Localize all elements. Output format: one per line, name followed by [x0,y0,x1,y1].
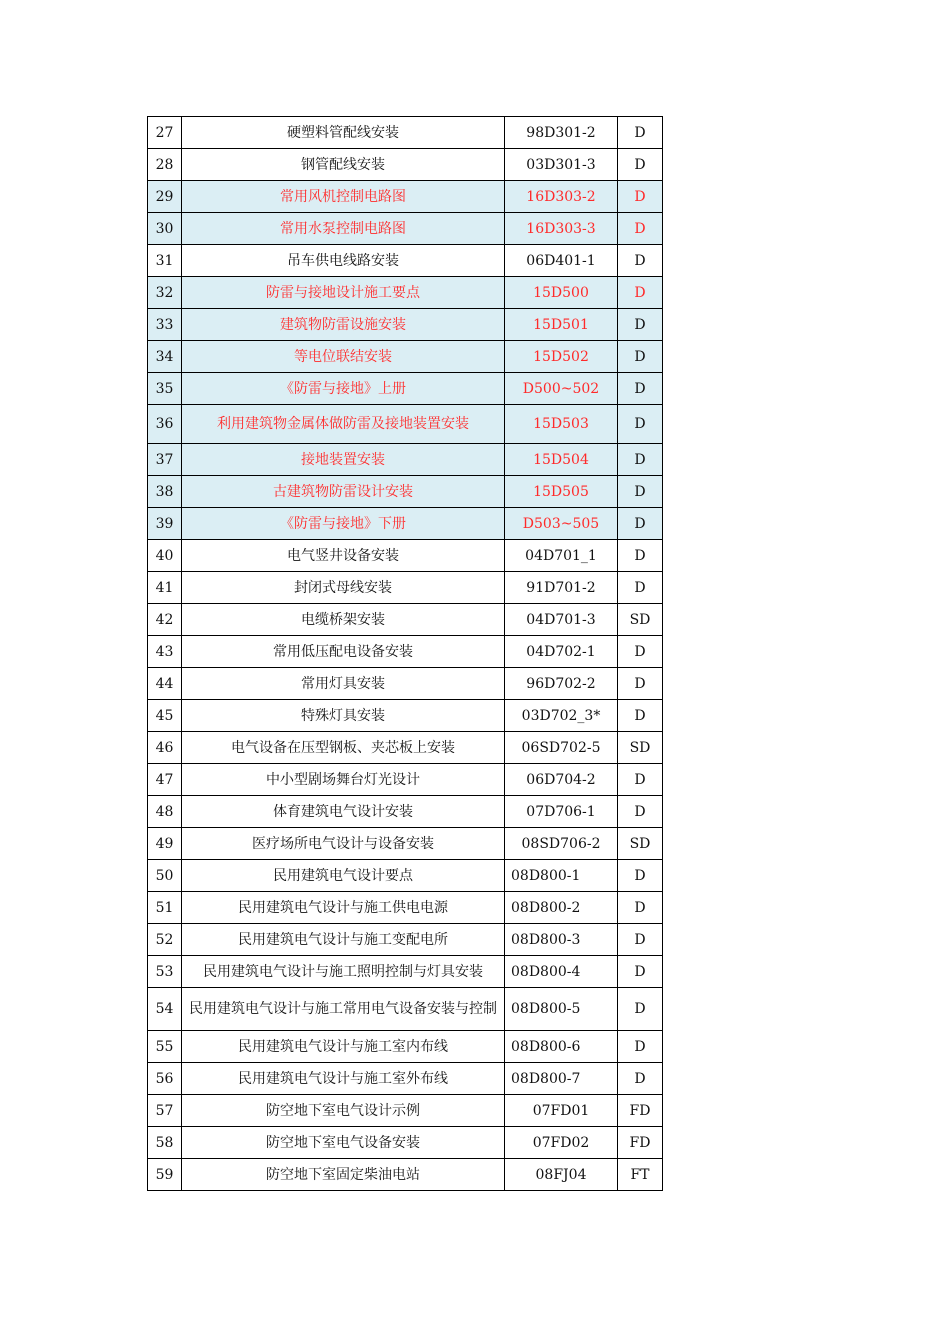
row-number: 43 [148,636,182,668]
table-row [148,1127,663,1159]
row-number: 33 [148,309,182,341]
row-number: 28 [148,149,182,181]
atlas-name: 封闭式母线安装 [182,572,505,604]
atlas-code: 08D800-2 [505,892,618,924]
atlas-name: 民用建筑电气设计与施工变配电所 [182,924,505,956]
atlas-code: 08D800-4 [505,956,618,988]
table-row [148,988,663,1031]
table-row [148,149,663,181]
atlas-name: 硬塑料管配线安装 [182,117,505,149]
atlas-type: FT [618,1159,663,1191]
table-row [148,1095,663,1127]
row-number: 30 [148,213,182,245]
atlas-type: D [618,860,663,892]
table-row [148,572,663,604]
table-row [148,405,663,444]
atlas-type: FD [618,1095,663,1127]
atlas-name: 常用灯具安装 [182,668,505,700]
atlas-type: D [618,405,663,444]
atlas-type: D [618,117,663,149]
atlas-type: D [618,572,663,604]
atlas-code: 07FD02 [505,1127,618,1159]
atlas-type: D [618,181,663,213]
table-row [148,1159,663,1191]
atlas-code: 04D701-3 [505,604,618,636]
atlas-type: D [618,245,663,277]
atlas-name: 民用建筑电气设计与施工室内布线 [182,1031,505,1063]
atlas-type: D [618,988,663,1031]
row-number: 36 [148,405,182,444]
table-row [148,828,663,860]
atlas-name: 《防雷与接地》下册 [182,508,505,540]
atlas-code: 03D702_3* [505,700,618,732]
atlas-code: 06D704-2 [505,764,618,796]
atlas-type: D [618,309,663,341]
table-row [148,444,663,476]
atlas-code: 04D702-1 [505,636,618,668]
atlas-name: 民用建筑电气设计要点 [182,860,505,892]
row-number: 45 [148,700,182,732]
atlas-name: 接地装置安装 [182,444,505,476]
atlas-type: D [618,764,663,796]
atlas-type: D [618,341,663,373]
atlas-code: 15D500 [505,277,618,309]
atlas-type: D [618,213,663,245]
atlas-code: 04D701_1 [505,540,618,572]
atlas-name: 电气设备在压型钢板、夹芯板上安装 [182,732,505,764]
row-number: 42 [148,604,182,636]
table-body [148,117,663,1191]
table-row [148,341,663,373]
row-number: 54 [148,988,182,1031]
atlas-type: D [618,1063,663,1095]
row-number: 41 [148,572,182,604]
atlas-name: 体育建筑电气设计安装 [182,796,505,828]
atlas-name: 常用风机控制电路图 [182,181,505,213]
row-number: 31 [148,245,182,277]
atlas-code: 15D502 [505,341,618,373]
table-row [148,924,663,956]
atlas-type: FD [618,1127,663,1159]
atlas-code: 15D501 [505,309,618,341]
table-row [148,1031,663,1063]
atlas-type: D [618,956,663,988]
row-number: 46 [148,732,182,764]
row-number: 27 [148,117,182,149]
row-number: 56 [148,1063,182,1095]
table-row [148,245,663,277]
atlas-name: 特殊灯具安装 [182,700,505,732]
atlas-code: 07FD01 [505,1095,618,1127]
atlas-name: 民用建筑电气设计与施工室外布线 [182,1063,505,1095]
row-number: 34 [148,341,182,373]
row-number: 55 [148,1031,182,1063]
table-row [148,860,663,892]
atlas-name: 常用低压配电设备安装 [182,636,505,668]
atlas-name: 常用水泵控制电路图 [182,213,505,245]
atlas-name: 防空地下室固定柴油电站 [182,1159,505,1191]
atlas-catalog-table [147,116,663,1191]
atlas-type: D [618,796,663,828]
atlas-name: 等电位联结安装 [182,341,505,373]
atlas-type: D [618,636,663,668]
atlas-type: D [618,508,663,540]
atlas-type: D [618,668,663,700]
table-row [148,636,663,668]
atlas-name: 医疗场所电气设计与设备安装 [182,828,505,860]
atlas-name: 中小型剧场舞台灯光设计 [182,764,505,796]
atlas-type: D [618,540,663,572]
table-row [148,476,663,508]
atlas-code: 08D800-1 [505,860,618,892]
atlas-code: 06D401-1 [505,245,618,277]
atlas-code: 07D706-1 [505,796,618,828]
atlas-code: 08SD706-2 [505,828,618,860]
atlas-code: 08D800-6 [505,1031,618,1063]
atlas-name: 防空地下室电气设备安装 [182,1127,505,1159]
atlas-type: SD [618,732,663,764]
atlas-type: SD [618,828,663,860]
atlas-type: D [618,277,663,309]
atlas-code: 15D503 [505,405,618,444]
table-row [148,213,663,245]
row-number: 35 [148,373,182,405]
atlas-name: 民用建筑电气设计与施工供电电源 [182,892,505,924]
row-number: 39 [148,508,182,540]
atlas-type: D [618,444,663,476]
table-row [148,764,663,796]
atlas-type: D [618,924,663,956]
table-row [148,309,663,341]
atlas-name: 防空地下室电气设计示例 [182,1095,505,1127]
row-number: 53 [148,956,182,988]
table-row [148,956,663,988]
table-row [148,117,663,149]
atlas-code: 08FJ04 [505,1159,618,1191]
atlas-code: 03D301-3 [505,149,618,181]
row-number: 57 [148,1095,182,1127]
atlas-type: D [618,373,663,405]
atlas-code: 91D701-2 [505,572,618,604]
atlas-name: 利用建筑物金属体做防雷及接地装置安装 [182,405,505,444]
atlas-code: 15D504 [505,444,618,476]
atlas-name: 民用建筑电气设计与施工照明控制与灯具安装 [182,956,505,988]
table-row [148,277,663,309]
row-number: 50 [148,860,182,892]
atlas-code: 08D800-3 [505,924,618,956]
table-row [148,181,663,213]
atlas-code: 08D800-7 [505,1063,618,1095]
row-number: 29 [148,181,182,213]
table-row [148,540,663,572]
atlas-code: D500~502 [505,373,618,405]
row-number: 38 [148,476,182,508]
table-row [148,1063,663,1095]
atlas-name: 古建筑物防雷设计安装 [182,476,505,508]
atlas-code: 16D303-2 [505,181,618,213]
atlas-code: 98D301-2 [505,117,618,149]
table-row [148,796,663,828]
table-row [148,373,663,405]
row-number: 32 [148,277,182,309]
atlas-name: 民用建筑电气设计与施工常用电气设备安装与控制 [182,988,505,1031]
row-number: 59 [148,1159,182,1191]
row-number: 52 [148,924,182,956]
table-row [148,732,663,764]
atlas-code: 96D702-2 [505,668,618,700]
atlas-code: 15D505 [505,476,618,508]
atlas-name: 电气竖井设备安装 [182,540,505,572]
row-number: 49 [148,828,182,860]
atlas-type: D [618,476,663,508]
table-row [148,668,663,700]
atlas-type: D [618,1031,663,1063]
atlas-type: SD [618,604,663,636]
atlas-type: D [618,700,663,732]
row-number: 40 [148,540,182,572]
atlas-type: D [618,149,663,181]
row-number: 47 [148,764,182,796]
atlas-name: 吊车供电线路安装 [182,245,505,277]
atlas-code: 16D303-3 [505,213,618,245]
row-number: 51 [148,892,182,924]
row-number: 48 [148,796,182,828]
atlas-type: D [618,892,663,924]
atlas-name: 建筑物防雷设施安装 [182,309,505,341]
row-number: 37 [148,444,182,476]
atlas-name: 电缆桥架安装 [182,604,505,636]
atlas-code: D503~505 [505,508,618,540]
atlas-name: 钢管配线安装 [182,149,505,181]
table-row [148,700,663,732]
atlas-code: 08D800-5 [505,988,618,1031]
table-row [148,892,663,924]
row-number: 58 [148,1127,182,1159]
atlas-name: 《防雷与接地》上册 [182,373,505,405]
table-row [148,508,663,540]
row-number: 44 [148,668,182,700]
atlas-code: 06SD702-5 [505,732,618,764]
table-row [148,604,663,636]
atlas-name: 防雷与接地设计施工要点 [182,277,505,309]
